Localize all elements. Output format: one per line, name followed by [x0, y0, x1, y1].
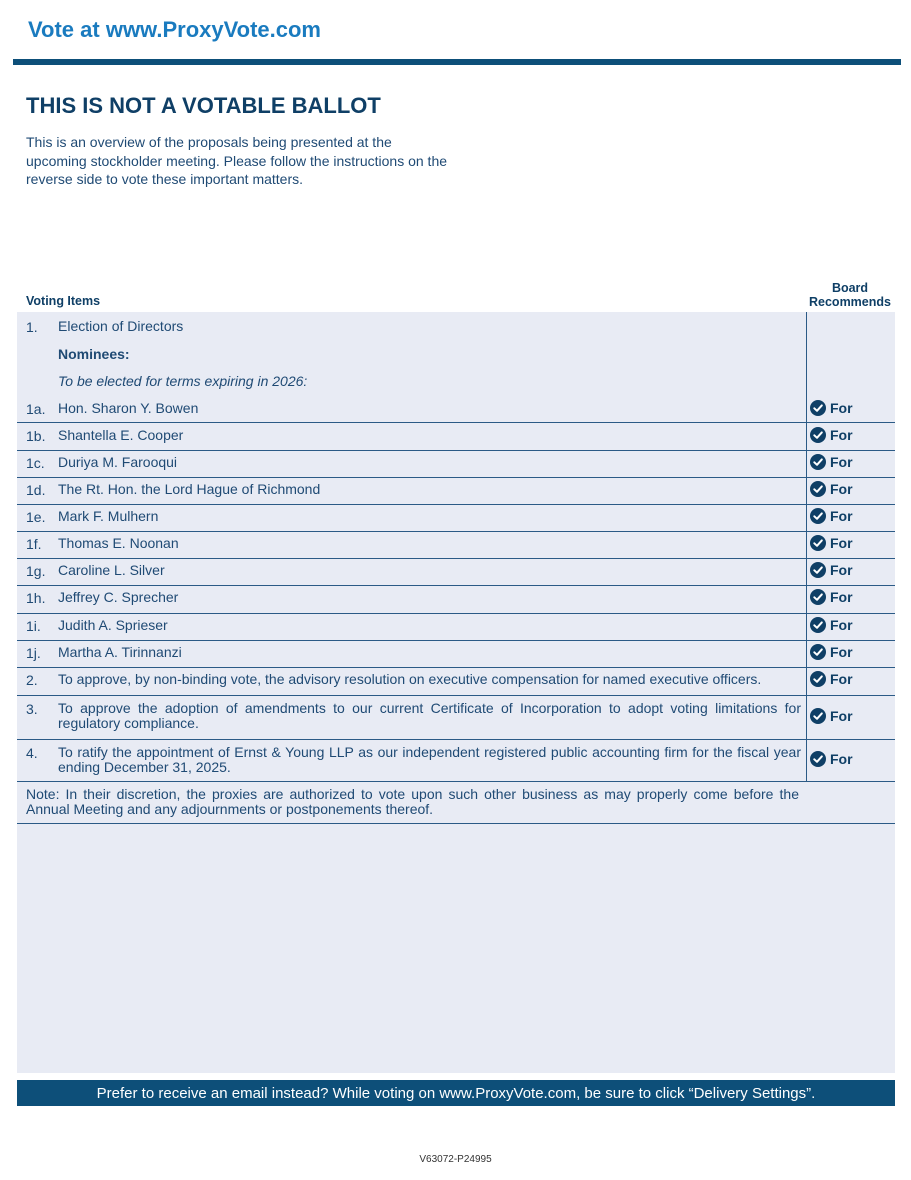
table-row [17, 396, 895, 423]
item-number: 1d. [26, 482, 46, 498]
item-number: 1i. [26, 618, 41, 634]
item-number: 1j. [26, 645, 41, 661]
board-recommendation [810, 481, 853, 497]
board-recommendation [810, 427, 853, 443]
recommendation-label: For [830, 508, 853, 524]
check-circle-icon [810, 617, 830, 633]
item-number: 1b. [26, 428, 46, 444]
item-text: To approve, by non-binding vote, the advisory resolution on executive compensation for named executive officers. [58, 671, 762, 687]
item-text: Martha A. Tirinnanzi [58, 644, 182, 660]
recommendation-label: For [830, 400, 853, 416]
recommendation-label: For [830, 535, 853, 551]
board-header-line1: Board [831, 281, 869, 295]
item-text: Shantella E. Cooper [58, 427, 184, 443]
table-row [17, 318, 895, 340]
check-circle-icon [810, 481, 830, 497]
table-row [17, 477, 895, 505]
check-circle-icon [810, 562, 830, 578]
check-circle-icon [810, 427, 830, 443]
table-row [17, 739, 895, 782]
item-text: Nominees: [58, 346, 130, 362]
item-text: The Rt. Hon. the Lord Hague of Richmond [58, 481, 321, 497]
note-text: Note: In their discretion, the proxies are authorized to vote upon such other business as may properly come before the Annual Meeting and any adjournments or postponements thereof. [26, 786, 799, 817]
board-recommendation [810, 644, 853, 660]
item-text: Caroline L. Silver [58, 562, 165, 578]
check-circle-icon [810, 708, 830, 724]
recommendation-label: For [830, 751, 853, 767]
recommendation-label: For [830, 589, 853, 605]
item-text: Duriya M. Farooqui [58, 454, 178, 470]
check-circle-icon [810, 589, 830, 605]
item-number: 1a. [26, 401, 46, 417]
item-number: 2. [26, 672, 38, 688]
recommendation-label: For [830, 644, 853, 660]
item-text: To be elected for terms expiring in 2026: [58, 373, 308, 389]
table-row [17, 450, 895, 478]
table-row [17, 585, 895, 614]
table-row [17, 504, 895, 532]
board-recommendation [810, 708, 853, 724]
check-circle-icon [810, 751, 830, 767]
item-text: Thomas E. Noonan [58, 535, 179, 551]
board-recommends-header [804, 281, 896, 309]
recommendation-label: For [830, 708, 853, 724]
item-number: 1e. [26, 509, 46, 525]
recommendation-label: For [830, 481, 853, 497]
item-text: Jeffrey C. Sprecher [58, 589, 179, 605]
proxyvote-link[interactable]: Vote at www.ProxyVote.com [28, 17, 321, 42]
item-number: 1g. [26, 563, 46, 579]
delivery-settings-banner [17, 1080, 895, 1106]
intro-text: This is an overview of the proposals being presented at the upcoming stockholder meeting. Please follow the instructions on the reverse side to vote these important matters. [26, 134, 448, 187]
item-text: Judith A. Sprieser [58, 617, 168, 633]
table-row [17, 695, 895, 740]
item-number: 1f. [26, 536, 42, 552]
table-row [17, 640, 895, 668]
table-row [17, 346, 895, 368]
board-recommendation [810, 400, 853, 416]
item-number: 1h. [26, 590, 46, 606]
page-title: THIS IS NOT A VOTABLE BALLOT [26, 93, 381, 118]
item-text: Hon. Sharon Y. Bowen [58, 400, 199, 416]
check-circle-icon [810, 508, 830, 524]
item-text: To approve the adoption of amendments to our current Certificate of Incorporation to adopt voting limitations for regulatory compliance. [58, 700, 801, 731]
header-divider [13, 59, 901, 65]
item-number: 1. [26, 319, 38, 335]
table-row [17, 558, 895, 586]
table-row [17, 613, 895, 641]
board-recommendation [810, 562, 853, 578]
board-header-line2: Recommends [809, 295, 891, 309]
board-recommendation [810, 671, 853, 687]
table-row [17, 667, 895, 696]
item-text: To ratify the appointment of Ernst & Young LLP as our independent registered public accounting firm for the fiscal year ending December 31, 2025. [58, 744, 801, 775]
board-recommendation [810, 617, 853, 633]
board-recommendation [810, 589, 853, 605]
recommendation-label: For [830, 617, 853, 633]
table-row [17, 423, 895, 451]
document-code: V63072-P24995 [419, 1154, 492, 1165]
banner-text: Prefer to receive an email instead? While voting on www.ProxyVote.com, be sure to click “Delivery Settings”. [96, 1084, 816, 1102]
check-circle-icon [810, 400, 830, 416]
item-number: 3. [26, 701, 38, 717]
table-row [17, 373, 895, 395]
board-recommendation [810, 535, 853, 551]
item-number: 4. [26, 745, 38, 761]
check-circle-icon [810, 454, 830, 470]
recommendation-label: For [830, 454, 853, 470]
table-row [17, 531, 895, 559]
recommendation-label: For [830, 671, 853, 687]
check-circle-icon [810, 535, 830, 551]
board-recommendation [810, 454, 853, 470]
item-text: Mark F. Mulhern [58, 508, 159, 524]
recommendation-label: For [830, 427, 853, 443]
check-circle-icon [810, 671, 830, 687]
voting-items-header: Voting Items [26, 294, 101, 308]
check-circle-icon [810, 644, 830, 660]
item-number: 1c. [26, 455, 45, 471]
recommendation-label: For [830, 562, 853, 578]
board-recommendation [810, 751, 853, 767]
item-text: Election of Directors [58, 318, 184, 334]
board-recommendation [810, 508, 853, 524]
